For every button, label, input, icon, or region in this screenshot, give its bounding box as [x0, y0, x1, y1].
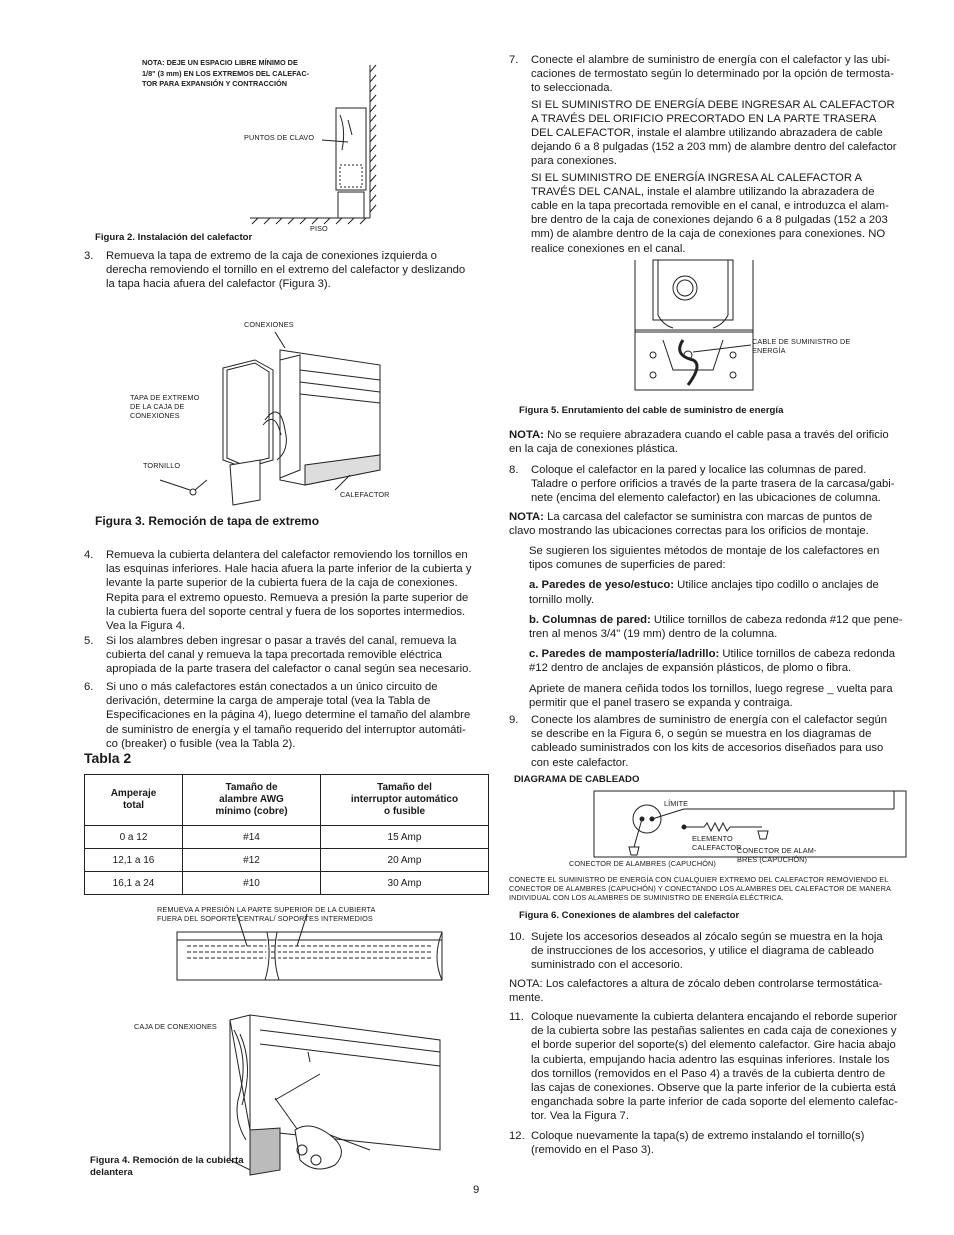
table2-header-row	[85, 775, 489, 826]
fig4-caption: Figura 4. Remoción de la cubierta delantera	[90, 1155, 244, 1178]
fig4-bottom-drawing	[220, 1010, 440, 1185]
step-10: 10. Sujete los accesorios deseados al zócalo según se muestra en la hoja de instrucciones de los accesorios, y utilice el diagrama de cableado suministrado con el accesorio.	[509, 931, 883, 972]
fig3-label-calefactor: CALEFACTOR	[340, 490, 390, 499]
fig6-label-elemento: ELEMENTO CALEFACTOR	[692, 834, 742, 852]
mount-methods: Se sugieren los siguientes métodos de montaje de los calefactores en tipos comunes de superficies de pared: a. Paredes de yeso/estuco: Utilice anclajes tipo codillo o anclajes de tornillo molly. b. Columnas de pared: Utilice tornillos de cabeza redonda #12 que pene- tren al menos 3/4" (19 mm) dentro de la columna. c. Paredes de mampostería/ladrillo: Utilice tornillos de cabeza redonda #12 dentro de anclajes de expansión plásticos, de plomo o fibra. Apriete de manera ceñida todos los tornillos, luego regrese _ vuelta para permitir que el panel trasero se expanda y contraiga.	[529, 544, 919, 710]
step7-para2: SI EL SUMINISTRO DE ENERGÍA DEBE INGRESAR AL CALEFACTOR A TRAVÉS DEL ORIFICIO PRECORTADO EN LA PARTE TRASERA DEL CALEFACTOR, instale el alambre utilizando abrazadera de cable dejando 6 a 8 pulgadas (152 a 203 mm) de alambre dentro del calefactor para conexiones.	[531, 98, 897, 168]
fig2-drawing	[240, 60, 400, 240]
fig6-label-limite: LÍMITE	[664, 799, 689, 808]
fig5-caption: Figura 5. Enrutamiento del cable de suministro de energía	[519, 405, 784, 416]
table2-header-interruptor: Tamaño del interruptor automático o fusible	[321, 775, 489, 826]
fig6-note: CONECTE EL SUMINISTRO DE ENERGÍA CON CUALQUIER EXTREMO DEL CALEFACTOR REMOVIENDO EL CONECTOR DE ALAMBRES (CAPUCHÓN) Y CONECTANDO LOS ALAMBRES DEL CALEFACTOR DE MANERA INDIVIDUAL CON LOS ALAMBRES DE SUMINISTRO DE ENERGÍA ELÉCTRICA.	[509, 875, 891, 902]
mount-a: a. Paredes de yeso/estuco: Utilice anclajes tipo codillo o anclajes de tornillo molly.	[529, 579, 879, 606]
mount-tighten: Apriete de manera ceñida todos los tornillos, luego regrese _ vuelta para permitir que el panel trasero se expanda y contraiga.	[529, 682, 893, 709]
floor-hatch	[252, 218, 366, 224]
fig4-label-top: REMUEVA A PRESIÓN LA PARTE SUPERIOR DE LA CUBIERTA FUERA DEL SOPORTE CENTRAL/ SOPORTES INTERMEDIOS	[157, 905, 376, 923]
fig6-label-conector-right: CONECTOR DE ALAM- BRES (CAPUCHÓN)	[737, 846, 817, 864]
step7-para3: SI EL SUMINISTRO DE ENERGÍA INGRESA AL CALEFACTOR A TRAVÉS DEL CANAL, instale el alambre utilizando la abrazadera de cable en la tapa precortada removible en el canal, e introduzca el alam- bre dentro de la caja de conexiones dejando 6 a 8 pulgadas (152 a 203 mm) de alambre dentro de la caja de conexiones para conexiones. NO realice conexiones en el canal.	[531, 171, 889, 255]
step-9: 9. Conecte los alambres de suministro de energía con el calefactor según se describe en la Figura 6, o según se muestra en los diagramas de cableado suministrados con los kits de accesorios diseñados para uso con este calefactor.	[509, 714, 888, 769]
fig2-label-puntos: PUNTOS DE CLAVO	[244, 133, 315, 142]
mount-c: c. Paredes de mampostería/ladrillo: Utilice tornillos de cabeza redonda #12 dentro de anclajes de expansión plásticos, de plomo o fibra.	[529, 648, 896, 675]
table-row: 12,1 a 16 #12 20 Amp	[85, 849, 489, 872]
mount-b: b. Columnas de pared: Utilice tornillos de cabeza redonda #12 que pene- tren al menos 3/4" (19 mm) dentro de la columna.	[529, 613, 903, 641]
step-3: 3. Remueva la tapa de extremo de la caja de conexiones izquierda o derecha removiendo el tornillo en el extremo del calefactor y deslizando la tapa hacia afuera del calefactor (Figura 3).	[84, 250, 466, 291]
nota-2: NOTA: La carcasa del calefactor se suministra con marcas de puntos de clavo mostrando las ubicaciones correctas para los orificios de montaje.	[509, 511, 873, 538]
fig4-label-caja: CAJA DE CONEXIONES	[134, 1022, 217, 1031]
fig6-title: DIAGRAMA DE CABLEADO	[514, 774, 640, 785]
fig2-label-piso: PISO	[310, 224, 328, 233]
table-row: 16,1 a 24 #10 30 Amp	[85, 872, 489, 895]
fig2-note: NOTA: DEJE UN ESPACIO LIBRE MÍNIMO DE 1/8" (3 mm) EN LOS EXTREMOS DEL CALEFAC- TOR PARA EXPANSIÓN Y CONTRACCIÓN	[142, 58, 310, 88]
step-8: 8. Coloque el calefactor en la pared y localice las columnas de pared. Taladre o perfore orificios a través de la parte trasera de la carcasa/gabi- nete (encima del elemento calefactor) en las ubicaciones de columna.	[509, 464, 895, 505]
wall-hatch	[370, 65, 376, 212]
nota-3: NOTA: Los calefactores a altura de zócalo deben controlarse termostática- mente.	[509, 978, 883, 1005]
fig3-drawing	[185, 330, 385, 505]
table2-title: Tabla 2	[84, 750, 132, 766]
step-6: 6. Si uno o más calefactores están conectados a un único circuito de derivación, determine la carga de amperaje total (vea la Tabla de Especificaciones en la página 4), luego determine el tamaño del alambre de suministro de energía y el tamaño requerido del interruptor automáti- co (breaker) o fusible (vea la Tabla 2).	[84, 681, 471, 750]
step-7: 7. Conecte el alambre de suministro de energía con el calefactor y las ubi- caciones de termostato según lo determinado por la opción de termosta- to seleccionada. SI EL SUMINISTRO DE ENERGÍA DEBE INGRESAR AL CALEFACTOR A TRAVÉS DEL ORIFICIO PRECORTADO EN LA PARTE TRASERA DEL CALEFACTOR, instale el alambre utilizando abrazadera de cable dejando 6 a 8 pulgadas (152 a 203 mm) de alambre dentro del calefactor para conexiones. SI EL SUMINISTRO DE ENERGÍA INGRESA AL CALEFACTOR A TRAVÉS DEL CANAL, instale el alambre utilizando la abrazadera de cable en la tapa precortada removible en el canal, e introduzca el alam- bre dentro de la caja de conexiones dejando 6 a 8 pulgadas (152 a 203 mm) de alambre dentro de la caja de conexiones para conexiones. NO realice conexiones en el canal.	[509, 53, 919, 256]
fig3-label-tornillo: TORNILLO	[143, 461, 181, 470]
fig5-drawing	[633, 260, 758, 400]
nota-1: NOTA: No se requiere abrazadera cuando el cable pasa a través del orificio en la caja de conexiones plástica.	[509, 429, 889, 456]
step-11: 11. Coloque nuevamente la cubierta delantera encajando el reborde superior de la cubierta sobre las pestañas salientes en cada caja de conexiones y el borde superior del soporte(s) del elemento calefactor. Gire hacia abajo la cubierta, empujando hacia adentro las esquinas inferiores. Instale los dos tornillos (removidos en el Paso 4) a través de la cubierta dentro de las cajas de conexiones. Observe que la parte inferior de la cubierta está enganchada sobre la parte inferior de cada soporte del elemento calefac- tor. Vea la Figura 7.	[509, 1011, 898, 1123]
table2	[84, 774, 489, 895]
step-5: 5. Si los alambres deben ingresar o pasar a través del canal, remueva la cubierta del canal y remueva la tapa precortada removible eléctrica apropiada de la parte trasera del calefactor o canal según sea necesario.	[84, 635, 472, 676]
page-number: 9	[473, 1184, 480, 1196]
table-row: 0 a 12 #14 15 Amp	[85, 826, 489, 849]
table2-header-alambre: Tamaño de alambre AWG mínimo (cobre)	[183, 775, 321, 826]
fig4-top-drawing	[177, 928, 442, 988]
fig2-caption: Figura 2. Instalación del calefactor	[95, 232, 253, 243]
step-4: 4. Remueva la cubierta delantera del calefactor removiendo los tornillos en las esquinas inferiores. Hale hacia afuera la parte inferior de la cubierta y levante la parte superior de la cubierta fuera de la caja de conexiones. Repita para el extremo opuesto. Remueva a presión la parte superior de la cubierta fuera del soporte central y fuera de los soportes intermedios. Vea la Figura 4.	[84, 549, 472, 633]
fig3-caption: Figura 3. Remoción de tapa de extremo	[95, 514, 320, 528]
fig6-label-conector-left: CONECTOR DE ALAMBRES (CAPUCHÓN)	[569, 859, 716, 868]
fig6-caption: Figura 6. Conexiones de alambres del calefactor	[519, 910, 740, 921]
fig5-label-cable: CABLE DE SUMINISTRO DE ENERGÍA	[752, 337, 851, 355]
fig3-label-tapa: TAPA DE EXTREMO DE LA CAJA DE CONEXIONES	[130, 393, 200, 420]
fig3-label-conexiones: CONEXIONES	[244, 320, 294, 329]
step-12: 12. Coloque nuevamente la tapa(s) de extremo instalando el tornillo(s) (removido en el Paso 3).	[509, 1130, 865, 1157]
table2-header-amperaje: Amperaje total	[85, 775, 183, 826]
